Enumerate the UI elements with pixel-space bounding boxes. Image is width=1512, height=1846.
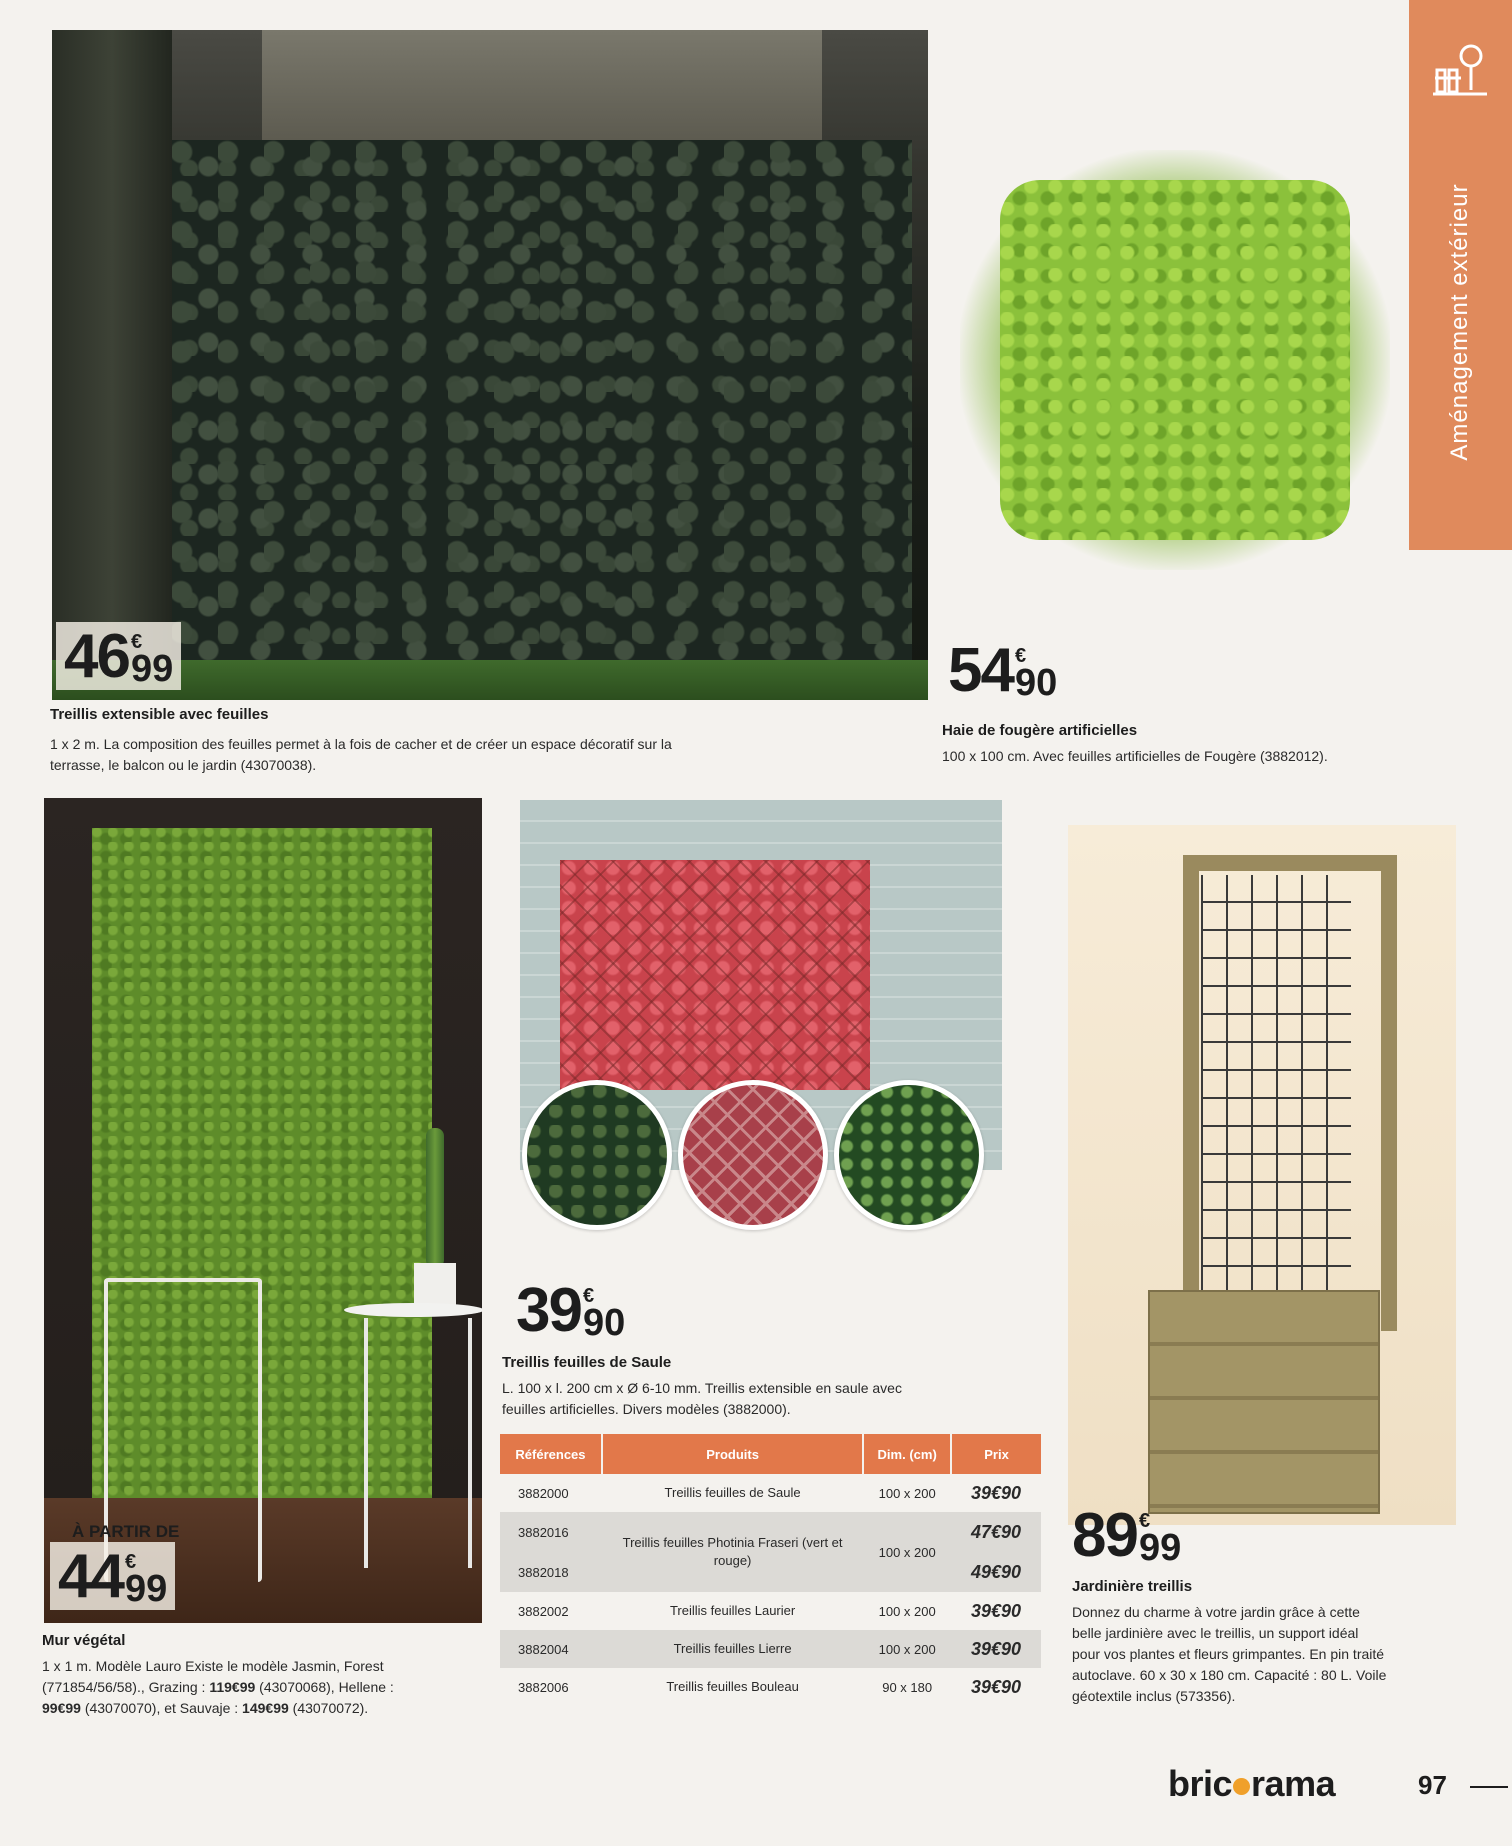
dim-cell: 100 x 200 <box>878 1485 936 1501</box>
price-cell: 49€90 <box>951 1552 1041 1592</box>
from-label: À PARTIR DE <box>72 1522 180 1541</box>
product-description <box>502 1378 1022 1420</box>
price-cell: 39€90 <box>971 1600 1022 1621</box>
green-leaf-swatch <box>522 1080 672 1230</box>
price-cell: 39€90 <box>971 1676 1022 1697</box>
fern-hedge-photo <box>960 150 1390 570</box>
ref-cell: 3882002 <box>518 1603 569 1619</box>
section-title: Aménagement extérieur <box>1446 183 1473 461</box>
description-line: géotextile inclus (573356). <box>1072 1688 1236 1704</box>
product-title: Mur végétal <box>42 1632 126 1649</box>
product-description: 100 x 100 cm. Avec feuilles artificielles de Fougère (3882012). <box>942 748 1328 764</box>
description-line: pour vos plantes et fleurs grimpantes. En pin traité <box>1072 1646 1385 1662</box>
table-row <box>500 1474 1041 1512</box>
dim-cell: 100 x 200 <box>863 1512 951 1592</box>
light-green-leaf-swatch <box>834 1080 984 1230</box>
garden-fence-tree-icon <box>1431 40 1489 108</box>
column-header: Produits <box>602 1434 863 1474</box>
product-description <box>50 734 810 776</box>
trellis-planter-photo <box>1068 825 1456 1525</box>
table-row <box>500 1668 1041 1706</box>
red-leaf-swatch <box>678 1080 828 1230</box>
dim-cell: 90 x 180 <box>882 1679 933 1695</box>
product-cell: Treillis feuilles Lierre <box>602 1630 863 1668</box>
description-line: Donnez du charme à votre jardin grâce à cette <box>1072 1604 1360 1620</box>
description-line: belle jardinière avec le treillis, un support idéal <box>1072 1625 1359 1641</box>
description-line: 1 x 2 m. La composition des feuilles permet à la fois de cacher et de créer un espace décoratif sur la <box>50 736 672 752</box>
table-row <box>500 1512 1041 1552</box>
price-jardiniere: 89 € 99 <box>1072 1501 1182 1570</box>
reference-table <box>500 1434 1041 1706</box>
product-title: Haie de fougère artificielles <box>942 722 1138 739</box>
dim-cell: 100 x 200 <box>878 1603 936 1619</box>
description-line: L. 100 x l. 200 cm x Ø 6-10 mm. Treillis extensible en saule avec <box>502 1380 902 1396</box>
table-row <box>500 1630 1041 1668</box>
product-title: Treillis feuilles de Saule <box>502 1354 672 1371</box>
description-line: autoclave. 60 x 30 x 180 cm. Capacité : 80 L. Voile <box>1072 1667 1387 1683</box>
product-description <box>1072 1602 1462 1707</box>
ref-cell: 3882018 <box>500 1552 602 1592</box>
product-title: Jardinière treillis <box>1072 1578 1193 1595</box>
ref-cell: 3882016 <box>500 1512 602 1552</box>
price-cell: 47€90 <box>951 1512 1041 1552</box>
description-line: 1 x 1 m. Modèle Lauro Existe le modèle Jasmin, Forest <box>42 1658 384 1674</box>
column-header: Dim. (cm) <box>863 1434 951 1474</box>
green-wall-photo <box>44 798 482 1623</box>
section-tab <box>1409 0 1512 550</box>
product-description <box>42 1656 482 1719</box>
description-line: terrasse, le balcon ou le jardin (43070038). <box>50 757 317 773</box>
product-cell: Treillis feuilles Bouleau <box>666 1679 799 1694</box>
price-mur-vegetal: 44 € 99 <box>50 1542 175 1610</box>
dim-cell: 100 x 200 <box>863 1630 951 1668</box>
price-cell: 39€90 <box>971 1482 1022 1503</box>
description-line: feuilles artificielles. Divers modèles (3882000). <box>502 1401 791 1417</box>
price-cell: 39€90 <box>951 1630 1041 1668</box>
brand-logo: bric rama <box>1168 1763 1336 1804</box>
column-header: Références <box>500 1434 602 1474</box>
brand-dot-icon <box>1233 1778 1250 1795</box>
ref-cell: 3882004 <box>500 1630 602 1668</box>
description-line: 99€99 (43070070), et Sauvaje : 149€99 (43070072). <box>42 1700 369 1716</box>
price-treillis-saule: 39 € 90 <box>516 1276 626 1345</box>
ivy-trellis-photo <box>52 30 928 700</box>
table-row <box>500 1592 1041 1630</box>
product-title: Treillis extensible avec feuilles <box>50 706 269 723</box>
page-number: 97 <box>1418 1770 1447 1800</box>
ref-cell: 3882000 <box>518 1485 569 1501</box>
product-cell: Treillis feuilles Laurier <box>669 1603 796 1618</box>
product-cell: Treillis feuilles de Saule <box>664 1485 801 1500</box>
price-treillis-extensible: 46 € 99 <box>56 622 181 690</box>
description-line: (771854/56/58)., Grazing : 119€99 (43070068), Hellene : <box>42 1679 394 1695</box>
product-cell: Treillis feuilles Photinia Fraseri (vert et rouge) <box>602 1512 863 1592</box>
ref-cell: 3882006 <box>518 1679 569 1695</box>
column-header: Prix <box>951 1434 1041 1474</box>
page-number-rule <box>1470 1786 1508 1788</box>
price-haie-fougere: 54 € 90 <box>948 636 1058 705</box>
table-header-row <box>500 1434 1041 1474</box>
